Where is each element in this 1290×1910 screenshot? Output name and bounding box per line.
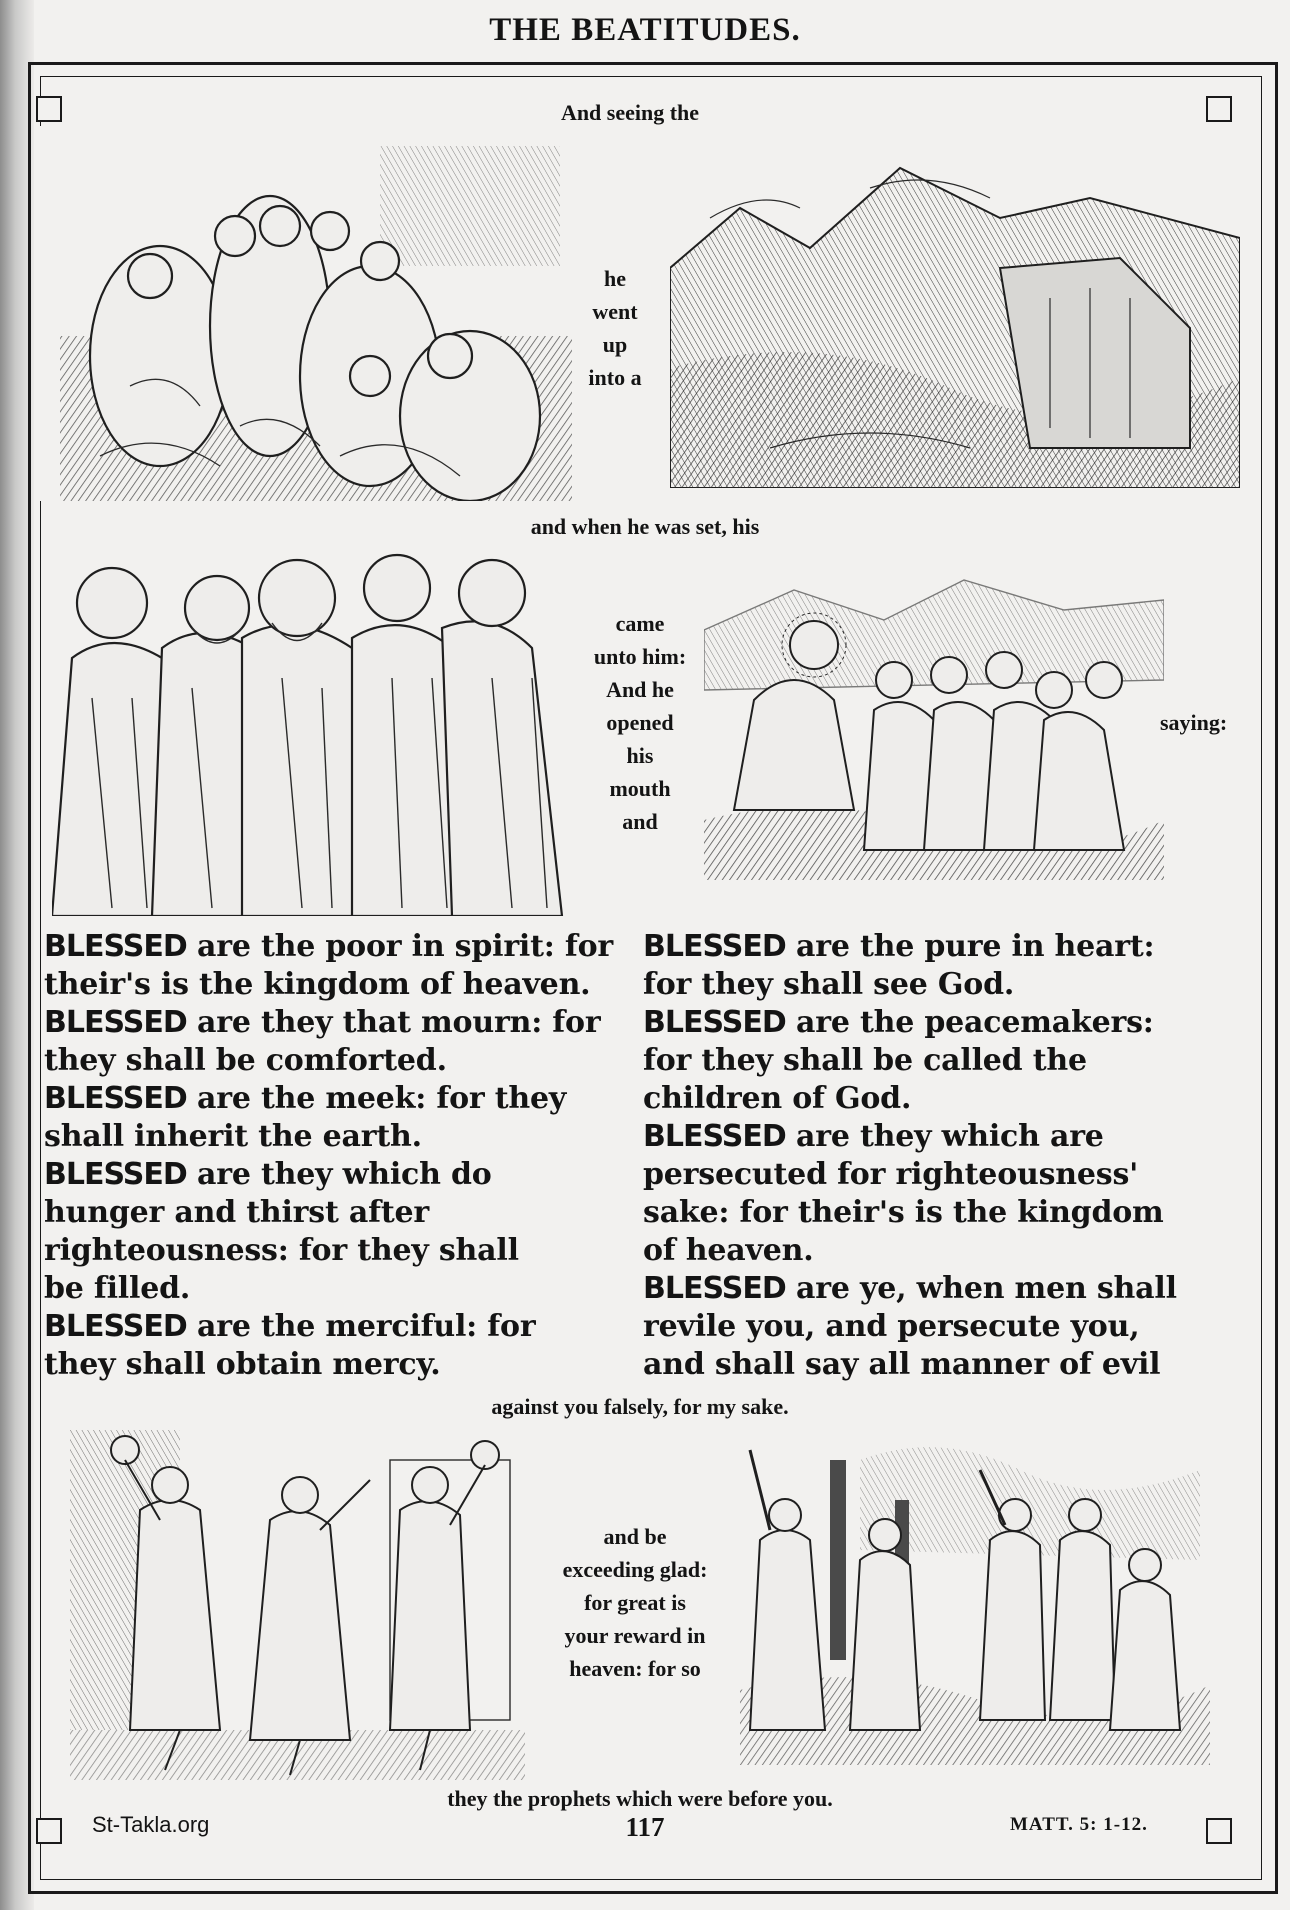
beatitude-meek [44, 1080, 644, 1156]
caption-line: and [622, 809, 658, 834]
beatitude-reviled [643, 1270, 1243, 1384]
beatitude-line: for they shall see God. [643, 967, 1015, 1002]
caption-prophets: they the prophets which were before you. [447, 1786, 833, 1811]
beatitude-line: are ye, when men shall [785, 1271, 1177, 1306]
beatitude-line: shall inherit the earth. [44, 1119, 422, 1154]
caption-line: heaven: for so [569, 1656, 701, 1681]
caption-came [575, 607, 705, 838]
caption-line: opened [606, 710, 674, 735]
caption-falsely: against you falsely, for my sake. [491, 1394, 789, 1419]
blessed-keyword: BLESSED [44, 1005, 187, 1040]
beatitude-line: sake: for their's is the kingdom [643, 1195, 1164, 1230]
caption-line: into a [588, 365, 642, 390]
persecution-engraving [740, 1430, 1210, 1765]
beatitude-line: their's is the kingdom of heaven. [44, 967, 591, 1002]
beatitude-line: and shall say all manner of evil [643, 1347, 1161, 1382]
caption-line: he [604, 266, 626, 291]
caption-line: And he [606, 677, 674, 702]
beatitude-line: of heaven. [643, 1233, 814, 1268]
blessed-keyword: BLESSED [643, 929, 786, 964]
caption-saying: saying: [1160, 710, 1228, 735]
rejoicing-engraving [70, 1430, 525, 1780]
caption-line: your reward in [564, 1623, 706, 1648]
beatitudes-left-column [44, 928, 644, 1384]
beatitude-line: are the poor in spirit: for [186, 929, 614, 964]
caption-line: for great is [584, 1590, 686, 1615]
disciples-engraving [52, 548, 572, 916]
blessed-keyword: BLESSED [643, 1271, 786, 1306]
beatitude-line: hunger and thirst after [44, 1195, 429, 1230]
beatitude-line: they shall obtain mercy. [44, 1347, 441, 1382]
beatitude-line: are they that mourn: for [186, 1005, 601, 1040]
page-number: 117 [625, 1812, 665, 1842]
caption-line: and be [603, 1524, 667, 1549]
disciples-illustration [52, 548, 572, 916]
beatitude-line: are the peacemakers: [785, 1005, 1154, 1040]
beatitude-line: they shall be comforted. [44, 1043, 447, 1078]
beatitude-line: are they which do [186, 1157, 492, 1192]
mountain-illustration [670, 148, 1240, 488]
beatitude-line: persecuted for righteousness' [643, 1157, 1139, 1192]
multitudes-engraving [40, 126, 572, 501]
rejoicing-illustration [70, 1430, 525, 1780]
multitudes-illustration [40, 126, 572, 501]
caption-went-up [565, 262, 665, 394]
teaching-engraving [704, 560, 1164, 880]
caption-line: his [626, 743, 654, 768]
beatitude-line: revile you, and persecute you, [643, 1309, 1140, 1344]
caption-line: went [592, 299, 638, 324]
beatitude-line: for they shall be called the [643, 1043, 1087, 1078]
blessed-keyword: BLESSED [44, 929, 187, 964]
caption-line: up [602, 332, 628, 357]
beatitude-line: are the merciful: for [186, 1309, 536, 1344]
corner-ornament [1206, 96, 1232, 122]
mountain-engraving [670, 148, 1240, 488]
blessed-keyword: BLESSED [44, 1157, 187, 1192]
persecution-illustration [740, 1430, 1210, 1765]
caption-set: and when he was set, his [530, 514, 760, 539]
page-title: THE BEATITUDES. [489, 12, 801, 48]
beatitude-peacemakers [643, 1004, 1243, 1118]
beatitude-poor-in-spirit [44, 928, 644, 1004]
corner-ornament [36, 96, 62, 122]
beatitude-merciful [44, 1308, 644, 1384]
caption-line: mouth [609, 776, 671, 801]
caption-top: And seeing the [560, 100, 700, 125]
blessed-keyword: BLESSED [44, 1081, 187, 1116]
scripture-reference: MATT. 5: 1-12. [1010, 1814, 1148, 1835]
caption-line: exceeding glad: [562, 1557, 708, 1582]
beatitude-mourn [44, 1004, 644, 1080]
beatitude-line: are the meek: for they [186, 1081, 567, 1116]
caption-line: unto him: [593, 644, 687, 669]
caption-line: came [615, 611, 665, 636]
beatitude-line: children of God. [643, 1081, 912, 1116]
beatitude-persecuted [643, 1118, 1243, 1270]
teaching-illustration [704, 560, 1164, 880]
blessed-keyword: BLESSED [643, 1119, 786, 1154]
beatitude-line: are they which are [785, 1119, 1104, 1154]
beatitude-line: are the pure in heart: [785, 929, 1155, 964]
beatitude-pure-in-heart [643, 928, 1243, 1004]
beatitudes-right-column [643, 928, 1243, 1384]
blessed-keyword: BLESSED [643, 1005, 786, 1040]
beatitude-hunger [44, 1156, 644, 1308]
beatitude-line: righteousness: for they shall [44, 1233, 519, 1268]
watermark-text: St-Takla.org [92, 1812, 210, 1837]
beatitude-line: be filled. [44, 1271, 191, 1306]
caption-glad [520, 1520, 750, 1685]
blessed-keyword: BLESSED [44, 1309, 187, 1344]
